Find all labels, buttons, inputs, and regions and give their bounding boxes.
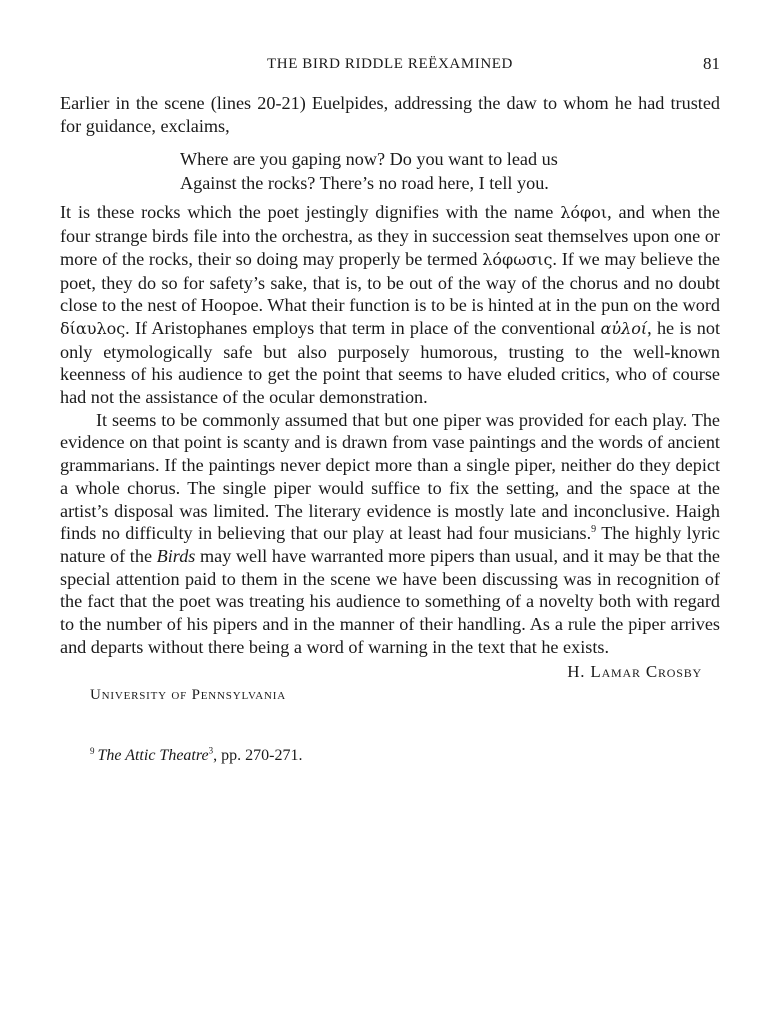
running-header — [60, 54, 720, 78]
para2-text-3: may well have warranted more pipers than usual, and it may be that the special attention paid to them in the scene we have been discussing was in recognition of the fact that the poet was treating his audience to something of a novelty both with regard to the number of his pipers and in the manner of their handling. As a rule the piper arrives and departs without there being a word of warning in the text that he exists. — [60, 545, 720, 657]
greek-word-lophoi: λόφοι — [560, 203, 608, 223]
footnote-mark: 9 — [90, 746, 95, 757]
footnote-edition: 3 — [208, 746, 214, 757]
intro-paragraph: Earlier in the scene (lines 20-21) Euelpides, addressing the daw to whom he had trusted for guidance, exclaims, — [60, 93, 720, 136]
para1-text-1: It is these rocks which the poet jestingly dignifies with the name — [60, 202, 561, 223]
verse-quotation — [180, 148, 720, 195]
footnote-title: The Attic Theatre — [97, 747, 209, 765]
paragraph-pipers — [60, 409, 720, 659]
greek-word-auloi: αὐλοί — [600, 318, 648, 338]
greek-word-lophosis: λόφωσις — [482, 249, 553, 269]
footnote — [90, 746, 720, 766]
para1-text-4: . If Aristophanes employs that term in place of the conventional — [125, 317, 601, 338]
italic-title-birds: Birds — [156, 545, 196, 566]
para2-text-1: It seems to be commonly assumed that but one piper was provided for each play. The evidence on that point is scanty and is drawn from vase paintings and the words of ancient grammarians. If the paintings never depict more than a single piper, neither do they depict a whole chorus. The single piper would suffice to fix the setting, and the space at the artist’s disposal was limited. The literary evidence is mostly late and inconclusive. Haigh finds no difficulty in believing that our play at least had four musicians. — [60, 409, 720, 544]
footnote-pages: , pp. 270-271. — [213, 747, 303, 765]
author-signature: H. Lamar Crosby — [567, 662, 702, 682]
verse-line-1: Where are you gaping now? Do you want to lead us — [180, 149, 558, 170]
para1-text-5: , he is not only etymologically safe but also purposely humorous, trusting to the well-known keenness of his audience to get the point that seems to have eluded critics, who of course had not the assistance of the ocular demonstration. — [60, 317, 720, 408]
para2-text-2: The highly lyric nature of the — [60, 523, 721, 566]
running-title: THE BIRD RIDDLE REËXAMINED — [267, 56, 513, 72]
para1-text-2: , and when the four strange birds file into the orchestra, as they in succession seat themselves upon one or more of the rocks, their so doing may properly be termed — [60, 202, 721, 269]
page — [60, 54, 720, 766]
page-number: 81 — [703, 54, 720, 73]
para1-text-3: . If we may believe the poet, they do so for safety’s sake, that is, to be out of the way of the chorus and no doubt close to the nest of Hoopoe. What their function is to be is hinted at in the pun on the word — [60, 248, 720, 316]
author-affiliation: University of Pennsylvania — [90, 687, 286, 704]
greek-word-diaulos: δίαυλος — [60, 318, 126, 338]
verse-line-2: Against the rocks? There’s no road here, I tell you. — [180, 172, 549, 193]
footnote-reference[interactable]: 9 — [591, 524, 597, 536]
paragraph-rocks — [60, 201, 720, 408]
